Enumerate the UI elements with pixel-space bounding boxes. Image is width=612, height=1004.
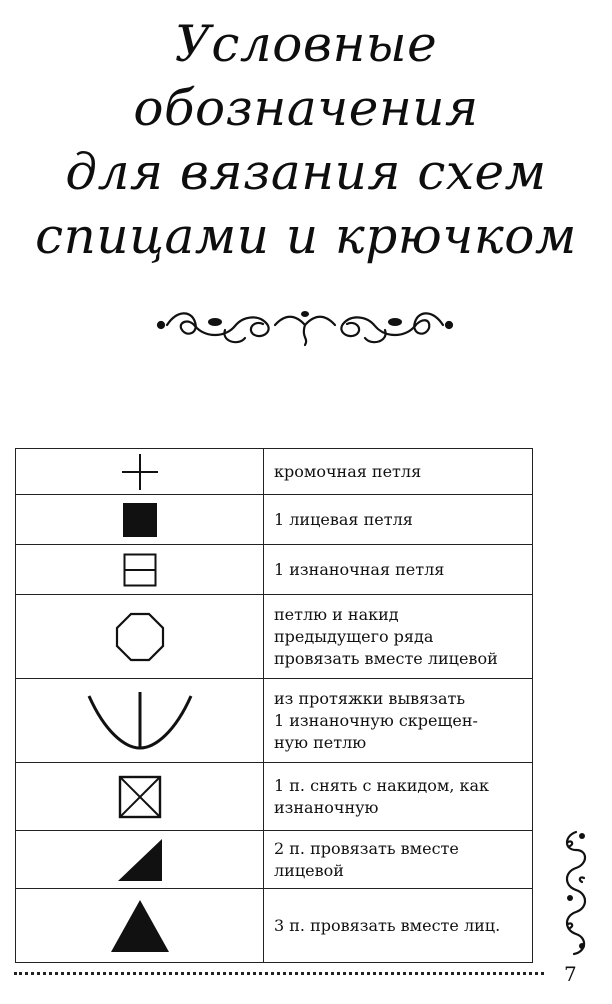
page-number: 7 [564,962,577,986]
table-row [16,679,533,763]
list-item [264,679,533,763]
octagon-icon [114,611,166,663]
list-item [264,449,533,495]
list-item [264,763,533,831]
page-title [0,12,612,268]
legend-text: изнаночную [274,797,379,817]
legend-text: петлю и накид [274,604,399,624]
table-row [16,889,533,963]
filled-square-icon [122,502,158,538]
table-row [16,831,533,889]
flourish-ornament-icon [155,300,455,350]
list-item [264,889,533,963]
legend-text: 1 изнаночную скрещен- [274,710,478,730]
vertical-flourish-icon [556,828,596,958]
table-row [16,595,533,679]
crossed-square-icon [118,775,162,819]
dotted-rule [14,972,544,975]
legend-text: 1 изнаночная петля [274,559,445,579]
arc-with-stem-icon [85,688,195,754]
title-line: Условные [174,15,438,73]
right-triangle-icon [116,837,164,883]
title-line: для вязания схем [65,143,547,201]
list-item [264,831,533,889]
filled-triangle-icon [109,898,171,954]
list-item [264,495,533,545]
legend-text: предыдущего ряда [274,626,434,646]
legend-text: из протяжки вывязать [274,688,466,708]
table-row [16,545,533,595]
title-line: обозначения [133,79,479,137]
legend-text: 1 п. снять с накидом, как [274,775,490,795]
table-row [16,495,533,545]
legend-text: провязать вместе лицевой [274,648,498,668]
table-row [16,763,533,831]
legend-text: 2 п. провязать вместе [274,838,459,858]
list-item [264,545,533,595]
title-line: спицами и крючком [35,207,577,265]
divided-square-icon [123,553,157,587]
symbols-legend-table [15,448,533,963]
table-row [16,449,533,495]
legend-text: ную петлю [274,732,367,752]
legend-text: 1 лицевая петля [274,509,413,529]
legend-text: кромочная петля [274,461,422,481]
list-item [264,595,533,679]
legend-text: лицевой [274,860,344,880]
plus-cross-icon [120,452,160,492]
legend-text: 3 п. провязать вместе лиц. [274,915,501,935]
